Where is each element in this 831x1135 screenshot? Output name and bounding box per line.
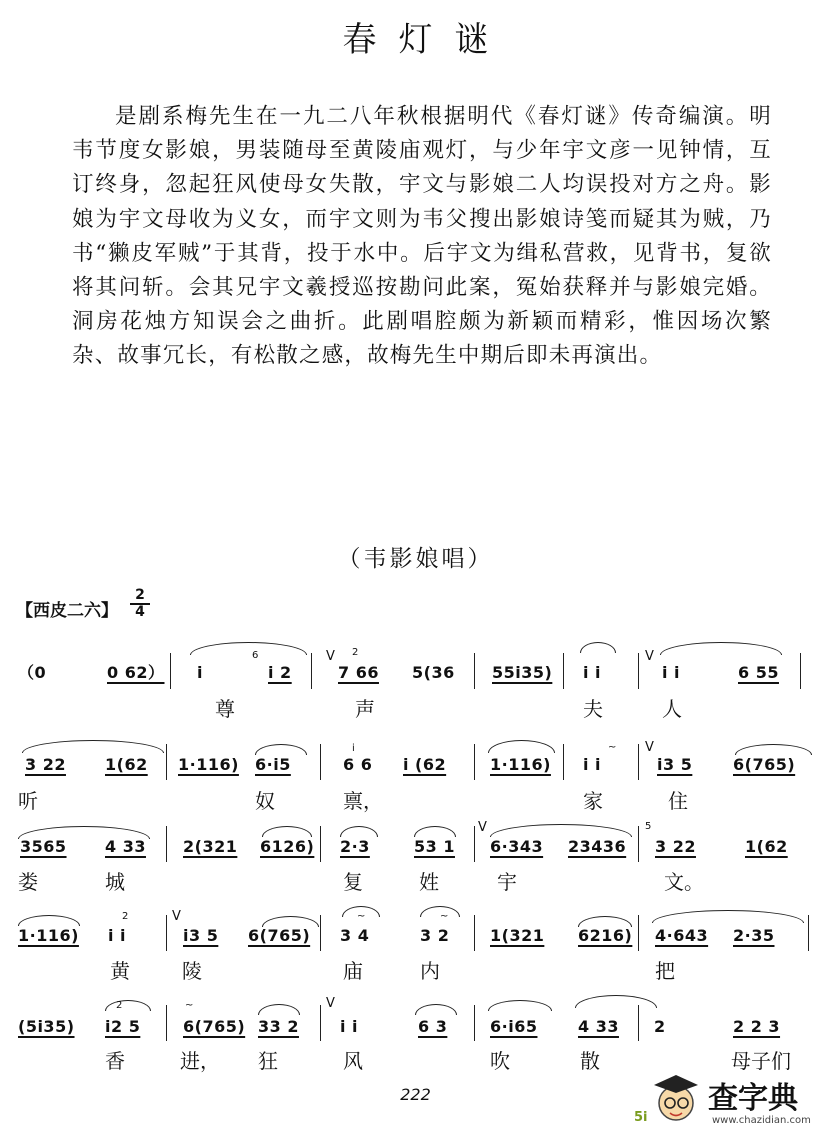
bar-line: [808, 915, 809, 951]
score-note: 3 22: [655, 837, 696, 856]
bar-line: [320, 744, 321, 780]
bar-line: [166, 915, 167, 951]
time-signature-bottom: 4: [135, 604, 145, 620]
score-lyric: 娄: [18, 870, 38, 894]
score-lyric: 家: [583, 789, 603, 813]
bar-line: [474, 1005, 475, 1041]
breath-mark: V: [326, 649, 335, 664]
score-note: 6·343: [490, 837, 544, 856]
bar-line: [474, 653, 475, 689]
score-note: 2: [654, 1017, 666, 1036]
score-lyric: 狂: [258, 1049, 278, 1073]
breath-mark: V: [645, 649, 654, 664]
svg-text:5i: 5i: [634, 1110, 648, 1125]
score-note: 1·116): [178, 755, 239, 774]
score-note: i2 5: [105, 1017, 141, 1036]
score-lyric: 城: [105, 870, 125, 894]
bar-line: [320, 1005, 321, 1041]
score-lyric: 禀，: [343, 789, 383, 813]
bar-line: [563, 744, 564, 780]
grace-note-mark: ~: [357, 911, 366, 922]
breath-mark: V: [645, 740, 654, 755]
score-note: 6(765): [183, 1017, 246, 1036]
score-note: （0: [18, 663, 47, 682]
score-lyric: 把: [655, 959, 675, 983]
slur-mark: [488, 740, 555, 753]
watermark-brand: 查字典: [708, 1081, 798, 1116]
slur-mark: [490, 824, 632, 837]
watermark-site: www.chazidian.com: [712, 1115, 811, 1126]
score-lyric: 姓: [419, 870, 439, 894]
score-lyric: 黄: [110, 959, 130, 983]
page-number: 222: [400, 1085, 431, 1104]
bar-line: [320, 826, 321, 862]
score-note: 33 2: [258, 1017, 299, 1036]
score-note: i i: [583, 755, 602, 774]
grace-note-mark: 2: [352, 647, 359, 658]
watermark-logo: [632, 1065, 827, 1131]
score-note: i3 5: [183, 926, 219, 945]
score-note: 1(62: [105, 755, 148, 774]
score-note: (5i35): [18, 1017, 75, 1036]
score-note: 6·i65: [490, 1017, 538, 1036]
grace-note-mark: ~: [185, 1000, 194, 1011]
score-note: 6(765): [733, 755, 796, 774]
slur-mark: [488, 1000, 552, 1011]
grace-note-mark: 2: [122, 911, 129, 922]
intro-text: 是剧系梅先生在一九二八年秋根据明代《春灯谜》传奇编演。明韦节度女影娘，男装随母至黄陵庙观灯，与少年宇文彦一见钟情，互订终身，忽起狂风使母女失散，宇文与影娘二人均误投对方之舟。影娘为宇文母收为义女，而宇文则为韦父搜出影娘诗笺而疑其为贼，乃书“獭皮军贼”于其背，投于水中。后宇文为缉私营救，见背书，复欲将其问斩。会其兄宇文羲授巡按勘问此案，冤始获释并与影娘完婚。洞房花烛方知误会之曲折。此剧唱腔颇为新颖而精彩，惟因场次繁杂、故事冗长，有松散之感，故梅先生中期后即未再演出。: [72, 104, 772, 369]
score-note: i i: [583, 663, 602, 682]
score-note: i3 5: [657, 755, 693, 774]
score-lyric: 听: [18, 789, 38, 813]
slur-mark: [258, 1004, 300, 1015]
bar-line: [563, 653, 564, 689]
score-note: 53 1: [414, 837, 455, 856]
time-signature-top: 2: [130, 588, 150, 605]
score-note: 6 6: [343, 755, 373, 774]
score-note: 1(321: [490, 926, 545, 945]
score-note: 5(36: [412, 663, 455, 682]
bar-line: [170, 653, 171, 689]
score-lyric: 香: [105, 1049, 125, 1073]
score-note: 4 33: [105, 837, 146, 856]
score-lyric: 文。: [664, 870, 704, 894]
breath-mark: V: [478, 820, 487, 835]
score-note: 6 3: [418, 1017, 448, 1036]
bar-line: [638, 744, 639, 780]
slur-mark: [575, 995, 657, 1008]
score-lyric: 夫: [583, 697, 603, 721]
slur-mark: [262, 826, 312, 837]
score-note: 1·116): [18, 926, 79, 945]
slur-mark: [735, 744, 812, 755]
score-lyric: 母子们: [731, 1049, 791, 1073]
score-lyric: 奴: [255, 789, 275, 813]
score-note: 0 62）: [107, 663, 165, 682]
score-note: 6·i5: [255, 755, 291, 774]
score-lyric: 复: [343, 870, 363, 894]
score-note: 6126): [260, 837, 315, 856]
score-note: 1(62: [745, 837, 788, 856]
grace-note-mark: i: [352, 743, 355, 754]
score-note: 6(765): [248, 926, 311, 945]
score-lyric: 陵: [182, 959, 202, 983]
score-note: 1·116): [490, 755, 551, 774]
grace-note-mark: ~: [608, 742, 617, 753]
score-note: 55i35): [492, 663, 553, 682]
score-note: i: [197, 663, 203, 682]
score-note: 2(321: [183, 837, 238, 856]
bar-line: [474, 826, 475, 862]
breath-mark: V: [326, 996, 335, 1011]
bar-line: [166, 1005, 167, 1041]
slur-mark: [414, 826, 456, 837]
bar-line: [800, 653, 801, 689]
score-lyric: 庙: [343, 959, 363, 983]
grace-note-mark: 6: [252, 650, 259, 661]
bar-line: [638, 915, 639, 951]
score-note: 3 2: [420, 926, 450, 945]
score-note: 6 55: [738, 663, 779, 682]
bar-line: [474, 915, 475, 951]
score-note: 3 4: [340, 926, 370, 945]
score-note: i i: [340, 1017, 359, 1036]
page-title: 春灯谜: [342, 20, 511, 60]
bar-line: [474, 744, 475, 780]
score-note: i i: [662, 663, 681, 682]
slur-mark: [580, 642, 616, 653]
score-note: i (62: [403, 755, 447, 774]
meter-label: 【西皮二六】: [16, 601, 118, 621]
bar-line: [166, 744, 167, 780]
score-lyric: 散: [580, 1049, 600, 1073]
slur-mark: [22, 740, 164, 753]
score-lyric: 人: [662, 697, 682, 721]
bar-line: [166, 826, 167, 862]
bar-line: [311, 653, 312, 689]
grace-note-mark: ~: [440, 911, 449, 922]
score-note: 23436: [568, 837, 627, 856]
score-note: 7 66: [338, 663, 379, 682]
score-note: 2 2 3: [733, 1017, 781, 1036]
score-lyric: 声: [355, 697, 375, 721]
bar-line: [638, 1005, 639, 1041]
aria-subtitle: （韦影娘唱）: [337, 546, 494, 572]
grace-note-mark: 5: [645, 821, 652, 832]
score-note: i 2: [268, 663, 292, 682]
slur-mark: [652, 910, 804, 923]
score-lyric: 宇: [497, 870, 517, 894]
score-note: 3565: [20, 837, 67, 856]
bar-line: [320, 915, 321, 951]
slur-mark: [255, 744, 307, 755]
score-lyric: 进，: [180, 1049, 220, 1073]
score-note: 2·35: [733, 926, 775, 945]
score-note: 6216): [578, 926, 633, 945]
score-lyric: 内: [420, 959, 440, 983]
score-lyric: 吹: [490, 1049, 510, 1073]
breath-mark: V: [172, 909, 181, 924]
bar-line: [638, 826, 639, 862]
slur-mark: [415, 1004, 457, 1015]
score-lyric: 住: [668, 789, 688, 813]
slur-mark: [660, 642, 782, 655]
grace-note-mark: 2: [116, 1000, 123, 1011]
slur-mark: [105, 1000, 151, 1011]
bar-line: [638, 653, 639, 689]
score-note: 4·643: [655, 926, 709, 945]
score-note: 3 22: [25, 755, 66, 774]
score-lyric: 风: [343, 1049, 363, 1073]
score-note: 4 33: [578, 1017, 619, 1036]
score-lyric: 尊: [215, 697, 235, 721]
slur-mark: [190, 642, 307, 655]
score-note: i i: [108, 926, 127, 945]
slur-mark: [340, 826, 378, 837]
slur-mark: [18, 915, 80, 926]
score-note: 2·3: [340, 837, 370, 856]
